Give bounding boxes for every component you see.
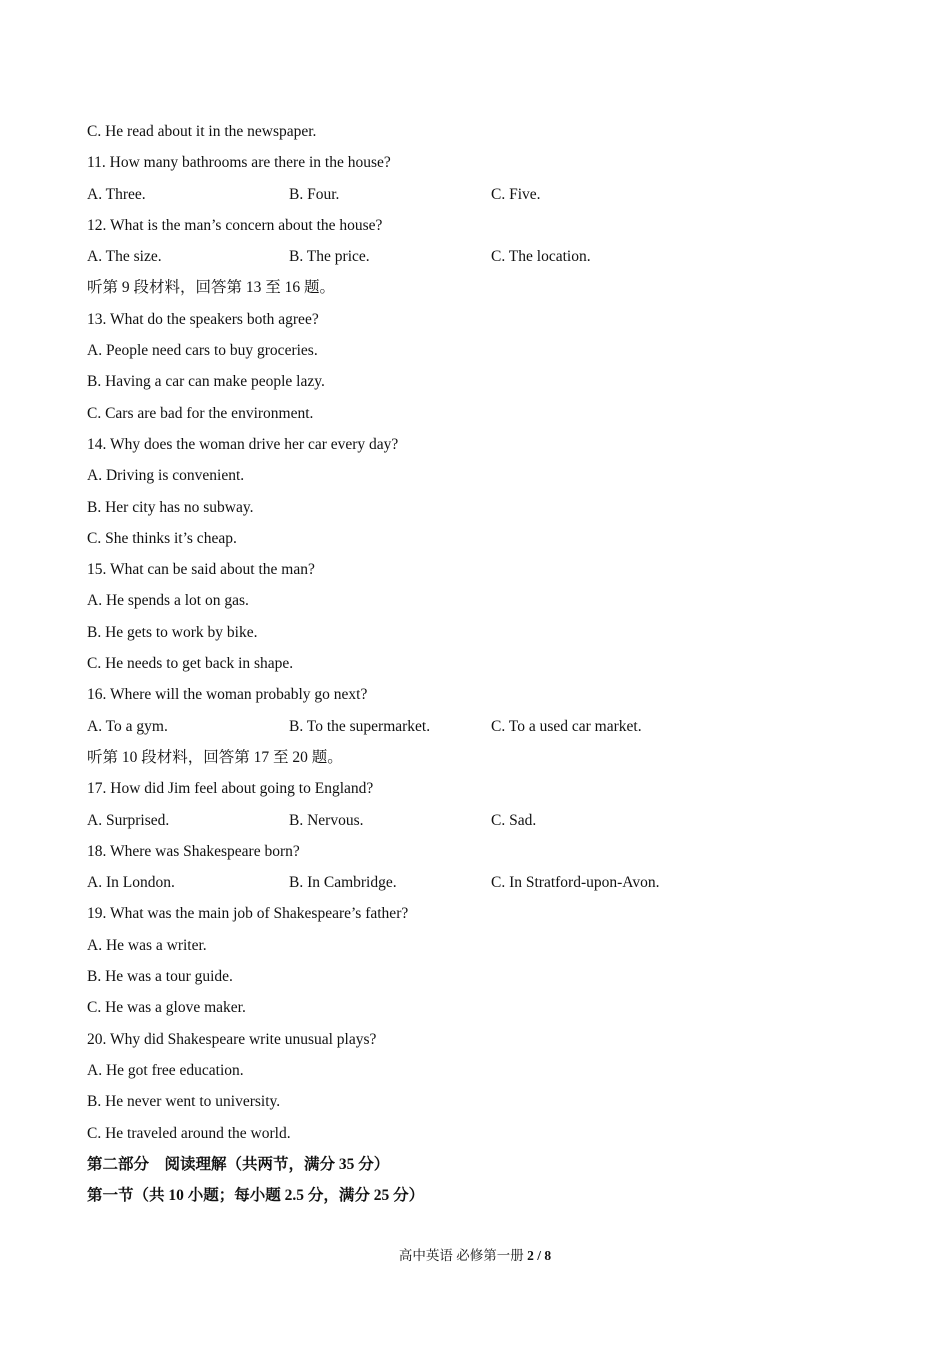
option-a: A. He got free education. bbox=[87, 1061, 244, 1079]
options-row-16 bbox=[87, 711, 867, 742]
option-a: A. People need cars to buy groceries. bbox=[87, 342, 318, 360]
option-b: B. He never went to university. bbox=[87, 1093, 281, 1111]
option-b: B. Her city has no subway. bbox=[87, 498, 254, 516]
option-b: B. In Cambridge. bbox=[289, 874, 397, 892]
question-19: 19. What was the main job of Shakespeare’s father? bbox=[87, 905, 409, 923]
option-a: A. The size. bbox=[87, 248, 162, 266]
option-a: A. He was a writer. bbox=[87, 936, 207, 954]
option-b: B. Having a car can make people lazy. bbox=[87, 373, 325, 391]
option-line: C. He read about it in the newspaper. bbox=[87, 123, 317, 140]
page-footer bbox=[0, 1246, 950, 1266]
question-16: 16. Where will the woman probably go next? bbox=[87, 686, 368, 704]
option-b: B. He gets to work by bike. bbox=[87, 623, 258, 641]
question-12: 12. What is the man’s concern about the house? bbox=[87, 216, 383, 234]
options-row-12 bbox=[87, 241, 867, 272]
option-c: C. Five. bbox=[491, 185, 541, 203]
section-one-heading: 第一节（共 10 小题；每小题 2.5 分，满分 25 分） bbox=[87, 1187, 425, 1205]
option-b: B. Nervous. bbox=[289, 811, 364, 829]
option-c: C. She thinks it’s cheap. bbox=[87, 529, 237, 547]
question-13: 13. What do the speakers both agree? bbox=[87, 310, 319, 328]
option-c: C. Sad. bbox=[491, 811, 537, 829]
option-a: A. Three. bbox=[87, 185, 146, 203]
option-a: A. He spends a lot on gas. bbox=[87, 592, 249, 610]
question-17: 17. How did Jim feel about going to England? bbox=[87, 780, 374, 798]
option-c: C. He traveled around the world. bbox=[87, 1124, 291, 1142]
section-instruction-9: 听第 9 段材料，回答第 13 至 16 题。 bbox=[87, 279, 336, 297]
option-b: B. He was a tour guide. bbox=[87, 968, 233, 986]
option-c: C. He was a glove maker. bbox=[87, 999, 246, 1017]
question-18: 18. Where was Shakespeare born? bbox=[87, 842, 300, 860]
option-b: B. Four. bbox=[289, 185, 340, 203]
option-a: A. Surprised. bbox=[87, 811, 170, 829]
option-a: A. Driving is convenient. bbox=[87, 467, 245, 485]
options-row-11 bbox=[87, 179, 867, 210]
question-11: 11. How many bathrooms are there in the house? bbox=[87, 154, 391, 172]
options-row-18 bbox=[87, 867, 867, 898]
option-c: C. To a used car market. bbox=[491, 717, 642, 735]
part-two-heading: 第二部分 阅读理解（共两节，满分 35 分） bbox=[87, 1155, 390, 1173]
options-row-17 bbox=[87, 805, 867, 836]
option-c: C. In Stratford-upon-Avon. bbox=[491, 874, 660, 892]
option-a: A. To a gym. bbox=[87, 717, 168, 735]
option-a: A. In London. bbox=[87, 874, 175, 892]
option-b: B. To the supermarket. bbox=[289, 717, 431, 735]
exam-content bbox=[87, 116, 867, 1211]
question-15: 15. What can be said about the man? bbox=[87, 561, 315, 579]
section-instruction-10: 听第 10 段材料，回答第 17 至 20 题。 bbox=[87, 748, 343, 766]
option-c: C. He needs to get back in shape. bbox=[87, 655, 294, 673]
question-20: 20. Why did Shakespeare write unusual plays? bbox=[87, 1030, 377, 1048]
footer-label: 高中英语 必修第一册 bbox=[398, 1248, 528, 1263]
option-c: C. Cars are bad for the environment. bbox=[87, 404, 314, 422]
question-14: 14. Why does the woman drive her car every day? bbox=[87, 435, 399, 453]
option-b: B. The price. bbox=[289, 248, 370, 266]
option-c: C. The location. bbox=[491, 248, 591, 266]
page-number: 2 / 8 bbox=[527, 1248, 552, 1263]
